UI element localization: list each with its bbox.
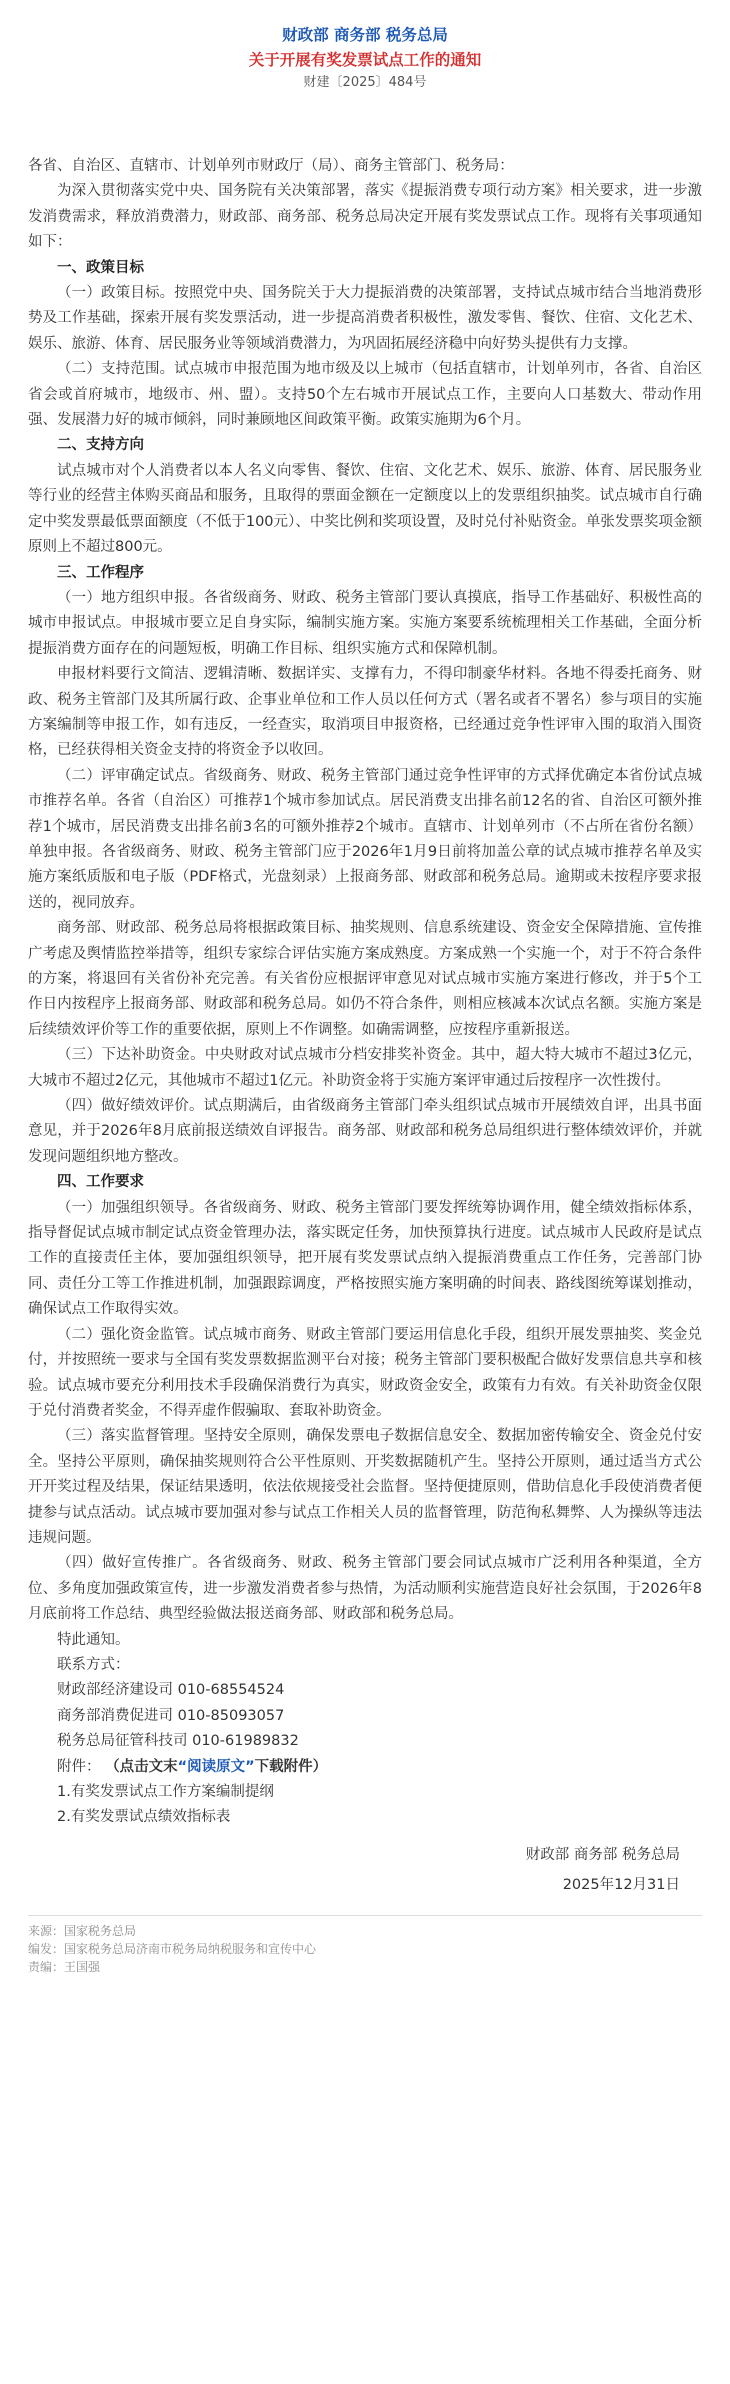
notice-header xyxy=(28,22,702,94)
section-heading: 四、工作要求 xyxy=(57,1174,144,1191)
paragraph: （四）做好宣传推广。各省级商务、财政、税务主管部门要会同试点城市广泛利用各种渠道，全方位、多角度加强政策宣传，进一步激发消费者参与热情，为活动顺利实施营造良好社会氛围，于2026年8月底前将工作总结、典型经验做法报送商务部、财政部和税务总局。 xyxy=(28,1555,702,1623)
contact-line: 财政部经济建设司 010-68554524 xyxy=(57,1682,285,1699)
paragraph: （四）做好绩效评价。试点期满后，由省级商务主管部门牵头组织试点城市开展绩效自评，出具书面意见，并于2026年8月底前报送绩效自评报告。商务部、财政部和税务总局组织进行整体绩效评价，并就发现问题组织地方整改。 xyxy=(28,1098,702,1165)
footer-source: 来源：国家税务总局 xyxy=(28,1923,137,1938)
paragraph: （二）强化资金监管。试点城市商务、财政主管部门要运用信息化手段，组织开展发票抽奖、奖金兑付，并按照统一要求与全国有奖发票数据监测平台对接；税务主管部门要积极配合做好发票信息共享和核验。试点城市要充分利用技术手段确保消费行为真实，财政资金安全，政策有力有效。有关补助资金仅限于兑付消费者奖金，不得弄虚作假骗取、套取补助资金。 xyxy=(28,1326,702,1419)
footer-reviewer: 责编：王国强 xyxy=(28,1959,101,1974)
issuing-authorities: 财政部 商务部 税务总局 xyxy=(282,26,448,44)
read-original-link[interactable]: “阅读原文” xyxy=(177,1758,255,1775)
attachment-note-close: 下载附件） xyxy=(254,1758,328,1775)
footer-editor: 编发：国家税务总局济南市税务局纳税服务和宣传中心 xyxy=(28,1941,317,1956)
section-heading: 一、政策目标 xyxy=(57,259,144,276)
document-number: 财建〔2025〕484号 xyxy=(303,75,427,90)
paragraph: （二）支持范围。试点城市申报范围为地市级及以上城市（包括直辖市，计划单列市，各省、自治区省会或首府城市，地级市、州、盟）。支持50个左右城市开展试点工作，主要向人口基数大、带动作用强、发展潜力好的城市倾斜，同时兼顾地区间政策平衡。政策实施期为6个月。 xyxy=(28,361,702,429)
paragraph: 试点城市对个人消费者以本人名义向零售、餐饮、住宿、文化艺术、娱乐、旅游、体育、居民服务业等行业的经营主体购买商品和服务，且取得的票面金额在一定额度以上的发票组织抽奖。试点城市自行确定中奖发票最低票面额度（不低于100元）、中奖比例和奖项设置，及时兑付补贴资金。单张发票奖项金额原则上不超过800元。 xyxy=(28,462,702,556)
paragraph: （一）地方组织申报。各省级商务、财政、税务主管部门要认真摸底，指导工作基础好、积极性高的城市申报试点。申报城市要立足自身实际，编制实施方案。实施方案要系统梳理相关工作基础，全面分析提振消费方面存在的问题短板，明确工作目标、组织实施方式和保障机制。 xyxy=(28,589,702,657)
contact-label: 联系方式： xyxy=(57,1656,130,1673)
signature-date: 2025年12月31日 xyxy=(562,1876,680,1893)
salutation: 各省、自治区、直辖市、计划单列市财政厅（局）、商务主管部门、税务局： xyxy=(28,158,514,174)
footer xyxy=(28,1915,702,1976)
paragraph: （三）下达补助资金。中央财政对试点城市分档安排奖补资金。其中，超大特大城市不超过3亿元，大城市不超过2亿元，其他城市不超过1亿元。补助资金将于实施方案评审通过后按程序一次性拨付。 xyxy=(28,1047,702,1089)
attachment-prefix: 附件： xyxy=(57,1758,101,1775)
paragraph: （三）落实监督管理。坚持安全原则，确保发票电子数据信息安全、数据加密传输安全、资金兑付安全。坚持公平原则，确保抽奖规则符合公平性原则、开奖数据随机产生。坚持公开原则，通过适当方式公开开奖过程及结果，保证结果透明，依法依规接受社会监督。坚持便捷原则，借助信息化手段使消费者便捷参与试点活动。试点城市要加强对参与试点工作相关人员的监督管理，防范徇私舞弊、人为操纵等违法违规问题。 xyxy=(28,1428,702,1546)
signature-issuers: 财政部 商务部 税务总局 xyxy=(525,1846,680,1863)
attachment-item: 1.有奖发票试点工作方案编制提纲 xyxy=(57,1784,274,1800)
paragraph: （一）政策目标。按照党中央、国务院关于大力提振消费的决策部署，支持试点城市结合当地消费形势及工作基础，探索开展有奖发票活动，进一步提高消费者积极性，激发零售、餐饮、住宿、文化艺术、娱乐、旅游、体育、居民服务业等领域消费潜力，为巩固拓展经济稳中向好势头提供有力支撑。 xyxy=(28,285,702,352)
contact-line: 商务部消费促进司 010-85093057 xyxy=(57,1707,285,1724)
paragraph: （二）评审确定试点。省级商务、财政、税务主管部门通过竞争性评审的方式择优确定本省份试点城市推荐名单。各省（自治区）可推荐1个城市参加试点。居民消费支出排名前12名的省、自治区可额外推荐1个城市，居民消费支出排名前3名的可额外推荐2个城市。直辖市、计划单列市（不占所在省份名额）单独申报。各省级商务、财政、税务主管部门应于2026年1月9日前将加盖公章的试点城市推荐名单及实施方案纸质版和电子版（PDF格式，光盘刻录）上报商务部、财政部和税务总局。逾期或未按程序要求报送的，视同放弃。 xyxy=(28,767,702,911)
notice-body xyxy=(28,154,702,1831)
paragraph: 申报材料要行文简洁、逻辑清晰、数据详实、支撑有力，不得印制豪华材料。各地不得委托商务、财政、税务主管部门及其所属行政、企事业单位和工作人员以任何方式（署名或者不署名）参与项目的实施方案编制等申报工作，如有违反，一经查实，取消项目申报资格，已经通过竞争性评审入围的取消入围资格，已经获得相关资金支持的将资金予以收回。 xyxy=(28,666,702,759)
paragraph: 商务部、财政部、税务总局将根据政策目标、抽奖规则、信息系统建设、资金安全保障措施、宣传推广考虑及舆情监控举措等，组织专家综合评估实施方案成熟度。方案成熟一个实施一个，对于不符合条件的方案，将退回有关省份补充完善。有关省份应根据评审意见对试点城市实施方案进行修改，并于5个工作日内按程序上报商务部、财政部和税务总局。如仍不符合条件，则相应核减本次试点名额。实施方案是后续绩效评价等工作的重要依据，原则上不作调整。如确需调整，应按程序重新报送。 xyxy=(28,920,702,1038)
paragraph: （一）加强组织领导。各省级商务、财政、税务主管部门要发挥统筹协调作用，健全绩效指标体系，指导督促试点城市制定试点资金管理办法，落实既定任务，加快预算执行进度。试点城市人民政府是试点工作的直接责任主体，要加强组织领导，把开展有奖发票试点纳入提振消费重点工作任务，完善部门协同、责任分工等工作推进机制，加强跟踪调度，严格按照实施方案明确的时间表、路线图统筹谋划推动，确保试点工作取得实效。 xyxy=(28,1199,702,1318)
attachment-note-open: （点击文末 xyxy=(105,1758,178,1775)
contact-line: 税务总局征管科技司 010-61989832 xyxy=(57,1733,299,1750)
attachment-label xyxy=(28,1755,702,1780)
attachment-item: 2.有奖发票试点绩效指标表 xyxy=(57,1809,231,1826)
notice-title: 关于开展有奖发票试点工作的通知 xyxy=(248,51,482,69)
closing-line: 特此通知。 xyxy=(57,1631,130,1648)
intro-paragraph: 为深入贯彻落实党中央、国务院有关决策部署，落实《提振消费专项行动方案》相关要求，进一步激发消费需求，释放消费潜力，财政部、商务部、税务总局决定开展有奖发票试点工作。现将有关事项通知如下： xyxy=(28,183,702,251)
signature-block xyxy=(28,1843,702,1897)
section-heading: 三、工作程序 xyxy=(57,564,144,581)
section-heading: 二、支持方向 xyxy=(57,437,144,454)
